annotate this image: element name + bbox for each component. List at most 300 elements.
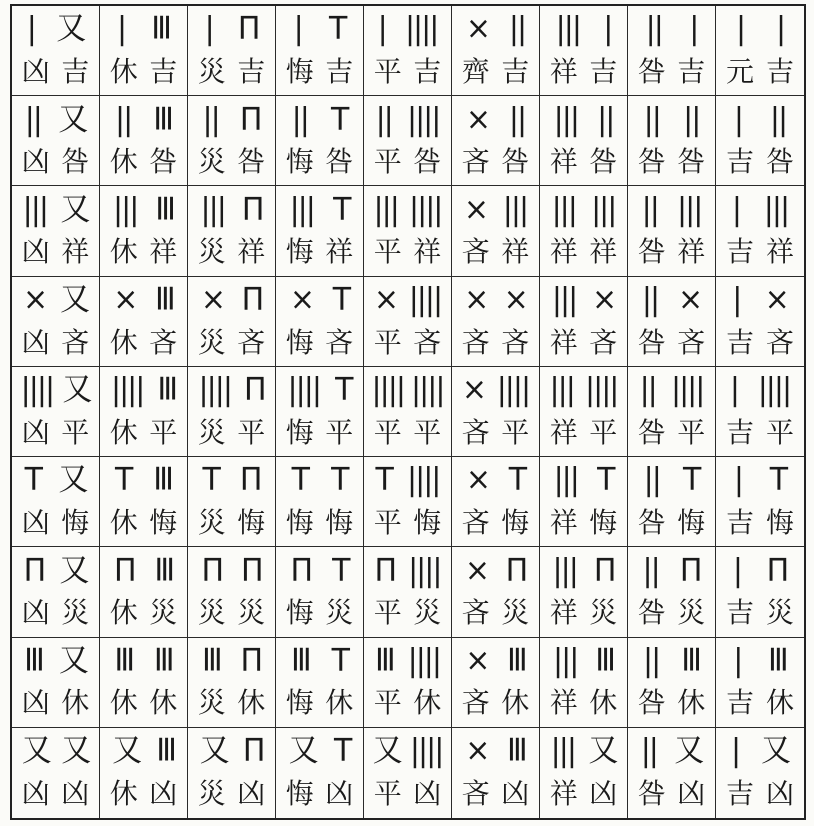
counting-rod-numeral: ||||: [409, 732, 443, 770]
omen-word-pair: [16, 502, 95, 545]
omen-word-pair: [280, 502, 359, 545]
omen-word-pair: [368, 141, 447, 184]
omen-word-pair: [544, 231, 623, 274]
omen-word: 吉: [725, 596, 754, 630]
divination-table: [10, 4, 806, 820]
numeral-pair: [16, 8, 95, 51]
numeral-pair: [280, 8, 359, 51]
table-cell: [364, 638, 452, 728]
omen-word: 休: [677, 686, 706, 720]
numeral-pair: [720, 730, 800, 773]
omen-word-pair: [16, 321, 95, 364]
counting-rod-numeral: Ⅲ: [153, 461, 172, 499]
counting-rod-numeral: Ⅲ: [156, 732, 175, 770]
numeral-pair: [104, 369, 183, 412]
table-cell: [540, 367, 628, 457]
omen-word-pair: [16, 231, 95, 274]
omen-word: 祥: [549, 54, 578, 88]
omen-word-pair: [632, 141, 711, 184]
omen-word-pair: [544, 51, 623, 94]
omen-word-pair: [368, 502, 447, 545]
table-cell: [716, 457, 804, 547]
omen-word: 凶: [237, 777, 266, 811]
counting-rod-numeral: Ⅲ: [155, 281, 174, 318]
omen-word: 祥: [501, 235, 530, 269]
counting-rod-numeral: ×: [463, 190, 488, 228]
omen-word-pair: [456, 502, 535, 545]
counting-rod-numeral: 又: [58, 461, 87, 499]
counting-rod-numeral: T: [333, 190, 350, 228]
counting-rod-numeral: ×: [465, 100, 490, 138]
counting-rod-numeral: T: [331, 100, 348, 138]
counting-rod-numeral: Π: [290, 551, 312, 589]
numeral-pair: [104, 640, 183, 683]
omen-word: 吝: [677, 325, 706, 359]
counting-rod-numeral: Ⅲ: [157, 371, 177, 409]
omen-word-pair: [104, 502, 183, 545]
numeral-pair: [544, 459, 623, 502]
omen-word: 祥: [549, 235, 578, 269]
counting-rod-numeral: |: [377, 10, 386, 48]
omen-word: 吝: [413, 325, 442, 359]
omen-word: 凶: [765, 777, 794, 811]
omen-word-pair: [192, 502, 271, 545]
omen-word: 咎: [677, 145, 706, 179]
omen-word: 平: [413, 415, 442, 449]
counting-rod-numeral: |||: [373, 190, 398, 228]
table-cell: [452, 728, 540, 818]
omen-word: 咎: [637, 596, 666, 630]
counting-rod-numeral: ×: [373, 281, 397, 318]
omen-word-pair: [104, 773, 183, 816]
omen-word: 咎: [637, 686, 666, 720]
table-cell: [628, 186, 716, 276]
omen-word-pair: [632, 682, 711, 725]
omen-word-pair: [720, 321, 800, 364]
counting-rod-numeral: ||: [115, 100, 132, 138]
omen-word: 祥: [765, 235, 794, 269]
table-cell: [100, 96, 188, 186]
omen-word-pair: [456, 592, 535, 635]
omen-word: 吝: [461, 325, 490, 359]
counting-rod-numeral: |: [293, 10, 302, 48]
numeral-pair: [544, 188, 623, 231]
counting-rod-numeral: T: [24, 461, 41, 499]
omen-word-pair: [192, 141, 271, 184]
omen-word: 吉: [725, 777, 754, 811]
table-cell: [364, 6, 452, 96]
omen-word: 悔: [237, 506, 266, 540]
omen-word: 咎: [637, 54, 666, 88]
table-cell: [12, 186, 100, 276]
omen-word: 凶: [21, 325, 50, 359]
counting-rod-numeral: 又: [58, 641, 87, 679]
numeral-pair: [632, 640, 711, 683]
omen-word: 災: [677, 596, 706, 630]
omen-word: 悔: [413, 506, 442, 540]
omen-word: 休: [149, 686, 178, 720]
omen-word: 休: [61, 686, 90, 720]
omen-word-pair: [456, 51, 535, 94]
omen-word: 悔: [501, 506, 530, 540]
counting-rod-numeral: ×: [764, 281, 788, 318]
table-cell: [364, 96, 452, 186]
counting-rod-numeral: |: [117, 10, 126, 48]
omen-word: 災: [61, 596, 90, 630]
counting-rod-numeral: T: [375, 461, 392, 499]
omen-word: 休: [109, 325, 138, 359]
table-cell: [188, 457, 276, 547]
omen-word: 祥: [549, 415, 578, 449]
counting-rod-numeral: |||: [112, 190, 138, 228]
omen-word: 災: [197, 325, 226, 359]
omen-word: 災: [197, 235, 226, 269]
numeral-pair: [544, 549, 623, 592]
counting-rod-numeral: |: [733, 461, 742, 499]
table-cell: [12, 96, 100, 186]
counting-rod-numeral: T: [291, 461, 308, 499]
counting-rod-numeral: ×: [464, 551, 488, 589]
table-cell: [364, 277, 452, 367]
numeral-pair: [16, 369, 95, 412]
table-cell: [188, 547, 276, 637]
counting-rod-numeral: 又: [61, 732, 90, 770]
table-cell: [188, 6, 276, 96]
table-cell: [540, 277, 628, 367]
counting-rod-numeral: Π: [237, 10, 259, 48]
omen-word-pair: [544, 412, 623, 455]
omen-word: 咎: [637, 235, 666, 269]
omen-word: 災: [501, 596, 530, 630]
omen-word: 吉: [501, 54, 530, 88]
table-cell: [452, 96, 540, 186]
omen-word: 凶: [21, 145, 50, 179]
counting-rod-numeral: ||||: [408, 551, 441, 589]
omen-word: 吉: [61, 54, 90, 88]
counting-rod-numeral: |: [733, 100, 743, 138]
omen-word: 悔: [285, 54, 314, 88]
numeral-pair: [544, 640, 623, 683]
table-cell: [452, 277, 540, 367]
omen-word: 吉: [725, 506, 754, 540]
table-cell: [100, 728, 188, 818]
omen-word: 凶: [61, 777, 90, 811]
omen-word: 悔: [589, 506, 618, 540]
omen-word-pair: [368, 321, 447, 364]
numeral-pair: [280, 549, 359, 592]
counting-rod-numeral: ||||: [406, 100, 440, 138]
counting-rod-numeral: ||: [291, 100, 308, 138]
omen-word: 凶: [677, 777, 706, 811]
omen-word: 祥: [237, 235, 266, 269]
omen-word: 悔: [285, 145, 314, 179]
counting-rod-numeral: ||||: [110, 371, 144, 409]
omen-word: 凶: [21, 415, 50, 449]
counting-rod-numeral: 又: [62, 371, 91, 409]
counting-rod-numeral: |||: [591, 190, 616, 228]
table-cell: [716, 96, 804, 186]
numeral-pair: [456, 730, 535, 773]
table-cell: [628, 728, 716, 818]
omen-word: 災: [197, 415, 226, 449]
counting-rod-numeral: Π: [241, 281, 263, 318]
numeral-pair: [16, 459, 95, 502]
omen-word-pair: [720, 412, 800, 455]
counting-rod-numeral: T: [202, 461, 219, 499]
omen-word: 休: [765, 686, 794, 720]
numeral-pair: [368, 640, 447, 683]
table-cell: [276, 457, 364, 547]
omen-word-pair: [456, 321, 535, 364]
counting-rod-numeral: |: [729, 371, 738, 409]
table-cell: [364, 457, 452, 547]
omen-word: 吝: [325, 325, 354, 359]
counting-rod-numeral: ||: [641, 190, 658, 228]
omen-word: 悔: [325, 506, 354, 540]
omen-word: 吝: [501, 325, 530, 359]
numeral-pair: [456, 98, 535, 141]
counting-rod-numeral: ||||: [411, 371, 444, 409]
numeral-pair: [456, 188, 535, 231]
omen-word: 休: [109, 506, 138, 540]
omen-word: 吉: [413, 54, 442, 88]
table-cell: [100, 186, 188, 276]
table-grid: [12, 6, 804, 818]
omen-word-pair: [104, 592, 183, 635]
omen-word-pair: [192, 231, 271, 274]
omen-word-pair: [280, 412, 359, 455]
counting-rod-numeral: ×: [465, 732, 489, 770]
table-cell: [452, 457, 540, 547]
omen-word-pair: [720, 502, 800, 545]
counting-rod-numeral: Π: [240, 641, 262, 679]
numeral-pair: [456, 8, 535, 51]
omen-word-pair: [16, 592, 95, 635]
table-cell: [12, 457, 100, 547]
omen-word: 平: [501, 415, 530, 449]
omen-word: 祥: [589, 235, 618, 269]
omen-word: 平: [373, 145, 402, 179]
counting-rod-numeral: |: [731, 190, 740, 228]
numeral-pair: [720, 8, 800, 51]
omen-word: 休: [325, 686, 354, 720]
counting-rod-numeral: T: [769, 461, 787, 499]
omen-word-pair: [720, 773, 800, 816]
table-cell: [276, 638, 364, 728]
counting-rod-numeral: Ⅲ: [681, 641, 700, 679]
omen-word: 災: [197, 596, 226, 630]
numeral-pair: [720, 369, 800, 412]
counting-rod-numeral: Π: [679, 551, 701, 589]
numeral-pair: [192, 549, 271, 592]
omen-word-pair: [368, 412, 447, 455]
omen-word-pair: [280, 682, 359, 725]
omen-word-pair: [544, 592, 623, 635]
counting-rod-numeral: ||: [508, 100, 526, 138]
omen-word: 齊: [461, 54, 490, 88]
omen-word: 吉: [149, 54, 178, 88]
omen-word-pair: [280, 592, 359, 635]
counting-rod-numeral: Π: [239, 100, 261, 138]
counting-rod-numeral: ||: [643, 461, 660, 499]
counting-rod-numeral: |: [732, 551, 741, 589]
omen-word: 平: [373, 777, 402, 811]
counting-rod-numeral: T: [335, 371, 352, 409]
omen-word: 咎: [61, 145, 90, 179]
numeral-pair: [192, 369, 271, 412]
counting-rod-numeral: Ⅲ: [151, 10, 170, 48]
omen-word: 平: [61, 415, 90, 449]
omen-word: 平: [373, 325, 402, 359]
numeral-pair: [544, 369, 623, 412]
table-cell: [276, 6, 364, 96]
table-cell: [716, 277, 804, 367]
omen-word: 平: [677, 415, 706, 449]
table-cell: [276, 96, 364, 186]
omen-word: 吝: [765, 325, 794, 359]
omen-word-pair: [104, 141, 183, 184]
table-cell: [188, 186, 276, 276]
omen-word: 悔: [285, 686, 314, 720]
counting-rod-numeral: ||: [642, 551, 659, 589]
counting-rod-numeral: T: [329, 10, 346, 48]
omen-word: 休: [109, 777, 138, 811]
omen-word: 吉: [725, 325, 754, 359]
omen-word-pair: [104, 321, 183, 364]
counting-rod-numeral: ||||: [406, 461, 440, 499]
table-cell: [100, 277, 188, 367]
table-cell: [540, 728, 628, 818]
numeral-pair: [632, 459, 711, 502]
counting-rod-numeral: |||: [552, 551, 577, 589]
numeral-pair: [192, 279, 271, 322]
counting-rod-numeral: 又: [59, 551, 88, 589]
table-cell: [628, 6, 716, 96]
omen-word-pair: [192, 321, 271, 364]
counting-rod-numeral: ||||: [584, 371, 618, 409]
omen-word: 吉: [725, 415, 754, 449]
omen-word: 凶: [21, 506, 50, 540]
numeral-pair: [368, 369, 447, 412]
table-cell: [452, 547, 540, 637]
omen-word: 休: [501, 686, 530, 720]
omen-word-pair: [104, 51, 183, 94]
omen-word: 凶: [21, 777, 50, 811]
omen-word: 平: [373, 235, 402, 269]
omen-word: 平: [149, 415, 178, 449]
omen-word: 災: [413, 596, 442, 630]
omen-word-pair: [544, 502, 623, 545]
omen-word-pair: [368, 592, 447, 635]
counting-rod-numeral: ||: [683, 100, 700, 138]
omen-word: 平: [373, 415, 402, 449]
omen-word-pair: [632, 412, 711, 455]
omen-word: 休: [109, 686, 138, 720]
omen-word: 休: [589, 686, 618, 720]
omen-word: 凶: [325, 777, 354, 811]
omen-word-pair: [192, 592, 271, 635]
omen-word: 平: [373, 506, 402, 540]
counting-rod-numeral: Π: [593, 551, 615, 589]
omen-word: 休: [109, 596, 138, 630]
numeral-pair: [368, 730, 447, 773]
omen-word: 凶: [413, 777, 442, 811]
omen-word-pair: [280, 51, 359, 94]
omen-word: 災: [197, 54, 226, 88]
counting-rod-numeral: ||: [639, 371, 656, 409]
table-cell: [276, 367, 364, 457]
omen-word: 吝: [461, 415, 490, 449]
omen-word-pair: [544, 682, 623, 725]
numeral-pair: [544, 98, 623, 141]
omen-word-pair: [280, 231, 359, 274]
counting-rod-numeral: 又: [58, 100, 87, 138]
omen-word: 休: [109, 235, 138, 269]
counting-rod-numeral: 又: [372, 732, 401, 770]
numeral-pair: [632, 188, 711, 231]
counting-rod-numeral: T: [333, 732, 351, 770]
counting-rod-numeral: Π: [113, 551, 135, 589]
omen-word-pair: [456, 231, 535, 274]
counting-rod-numeral: |||: [200, 190, 225, 228]
counting-rod-numeral: Ⅲ: [114, 641, 134, 679]
omen-word-pair: [16, 141, 95, 184]
omen-word: 平: [373, 54, 402, 88]
counting-rod-numeral: Π: [241, 190, 263, 228]
table-cell: [276, 547, 364, 637]
counting-rod-numeral: T: [331, 461, 348, 499]
table-cell: [100, 638, 188, 728]
counting-rod-numeral: 又: [199, 732, 228, 770]
numeral-pair: [456, 459, 535, 502]
table-cell: [188, 277, 276, 367]
omen-word: 凶: [589, 777, 618, 811]
counting-rod-numeral: ×: [113, 281, 137, 318]
table-cell: [716, 638, 804, 728]
omen-word: 平: [589, 415, 618, 449]
omen-word: 祥: [549, 325, 578, 359]
counting-rod-numeral: 又: [21, 732, 50, 770]
table-cell: [188, 367, 276, 457]
counting-rod-numeral: |||: [22, 190, 47, 228]
table-cell: [452, 638, 540, 728]
numeral-pair: [720, 279, 800, 322]
omen-word: 災: [325, 596, 354, 630]
omen-word: 吉: [237, 54, 266, 88]
omen-word-pair: [456, 773, 535, 816]
counting-rod-numeral: |||: [553, 100, 578, 138]
counting-rod-numeral: Π: [240, 551, 262, 589]
omen-word: 祥: [549, 686, 578, 720]
counting-rod-numeral: |||: [289, 190, 314, 228]
omen-word: 悔: [285, 325, 314, 359]
omen-word-pair: [368, 682, 447, 725]
omen-word: 災: [237, 596, 266, 630]
counting-rod-numeral: ×: [200, 281, 224, 318]
omen-word: 災: [589, 596, 618, 630]
numeral-pair: [16, 640, 95, 683]
table-cell: [628, 457, 716, 547]
omen-word-pair: [16, 51, 95, 94]
counting-rod-numeral: 又: [60, 190, 89, 228]
omen-word: 咎: [501, 145, 530, 179]
omen-word-pair: [720, 592, 800, 635]
counting-rod-numeral: T: [597, 461, 614, 499]
table-cell: [188, 638, 276, 728]
numeral-pair: [720, 98, 800, 141]
counting-rod-numeral: ||: [769, 100, 787, 138]
table-cell: [452, 6, 540, 96]
